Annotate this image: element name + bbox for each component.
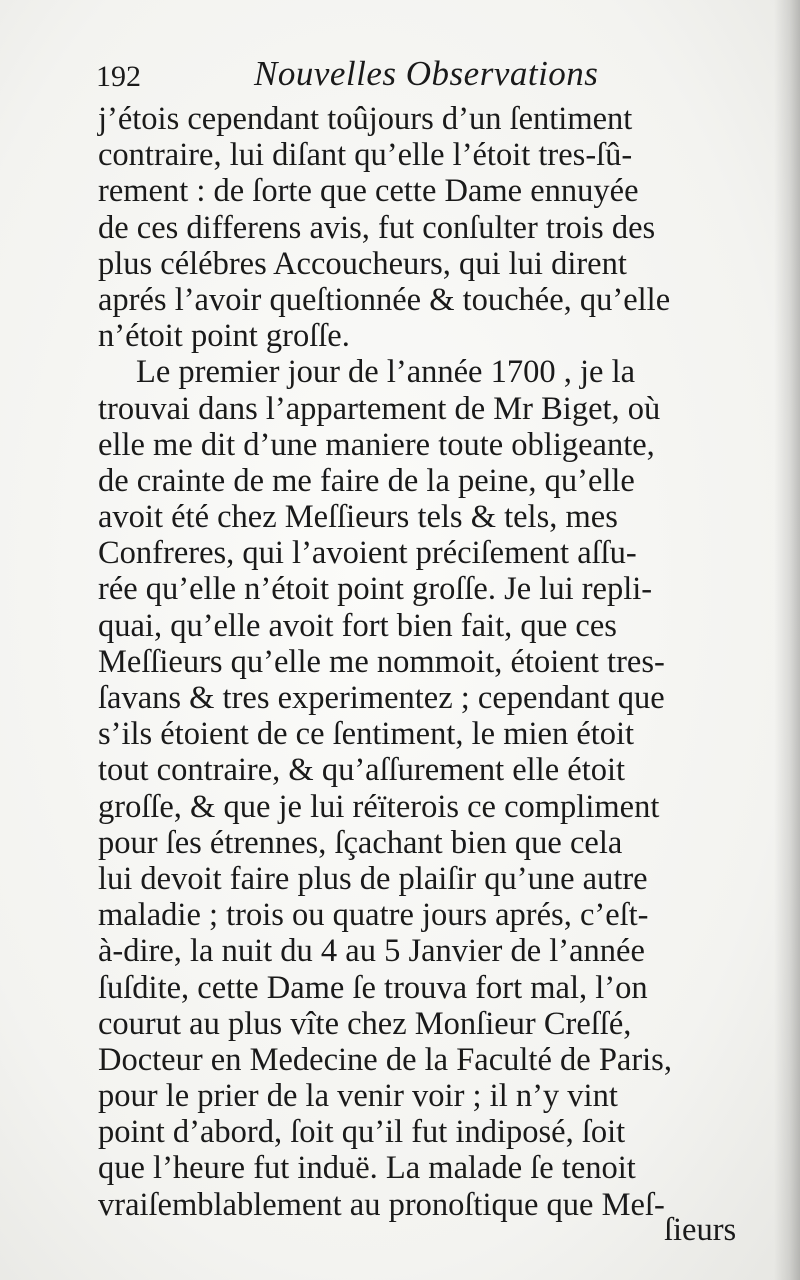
- text-line: que l’heure fut induë. La malade ſe tenoit: [98, 1150, 636, 1187]
- text-line: ſavans & tres experimentez ; cependant que: [98, 680, 665, 716]
- text-line: aprés l’avoir queſtionnée & touchée, qu’elle: [98, 281, 671, 318]
- text-line: avoit été chez Meſſieurs tels & tels, mes: [98, 499, 618, 536]
- text-line: Docteur en Medecine de la Faculté de Paris,: [98, 1041, 672, 1078]
- text-line: de crainte de me faire de la peine, qu’elle: [98, 462, 635, 499]
- text-line: plus célébres Accoucheurs, qui lui dirent: [98, 245, 627, 282]
- body-text: [98, 101, 758, 1223]
- page-edge-shadow: [774, 0, 800, 1280]
- text-line: Meſſieurs qu’elle me nommoit, étoient tres-: [98, 643, 665, 680]
- text-line: elle me dit d’une maniere toute obligeante,: [98, 426, 655, 463]
- catchword: ſieurs: [664, 1212, 737, 1248]
- text-line: groſſe, & que je lui réïterois ce compliment: [98, 788, 660, 825]
- page-header: [96, 52, 616, 102]
- text-line: trouvai dans l’appartement de Mr Biget, où: [98, 390, 661, 427]
- text-line: j’étois cependant toûjours d’un ſentiment: [98, 101, 633, 137]
- text-line: quai, qu’elle avoit fort bien fait, que ces: [98, 607, 617, 644]
- page-number: 192: [96, 60, 141, 93]
- text-line: vraiſemblablement au pronoſtique que Meſ-: [98, 1186, 665, 1223]
- text-line: contraire, lui diſant qu’elle l’étoit tres-ſû-: [98, 137, 633, 174]
- text-line: s’ils étoient de ce ſentiment, le mien étoit: [98, 716, 635, 753]
- text-line: maladie ; trois ou quatre jours aprés, c’eſt-: [98, 897, 649, 934]
- text-line: n’étoit point groſſe.: [98, 318, 350, 355]
- text-line: courut au plus vîte chez Monſieur Creſſé,: [98, 1005, 632, 1042]
- text-line: pour ſes étrennes, ſçachant bien que cela: [98, 824, 623, 861]
- text-line: rée qu’elle n’étoit point groſſe. Je lui repli-: [98, 571, 653, 608]
- text-line: Confreres, qui l’avoient préciſement aſſu-: [98, 535, 637, 572]
- paragraph-first-line: Le premier jour de l’année 1700 , je la: [136, 354, 636, 391]
- text-line: pour le prier de la venir voir ; il n’y vint: [98, 1078, 618, 1115]
- text-line: point d’abord, ſoit qu’il fut indiposé, ſoit: [98, 1114, 626, 1151]
- text-line: lui devoit faire plus de plaiſir qu’une autre: [98, 860, 648, 897]
- text-line: rement : de ſorte que cette Dame ennuyée: [98, 173, 639, 210]
- text-line: ſuſdite, cette Dame ſe trouva fort mal, l’on: [98, 969, 648, 1006]
- text-line: de ces differens avis, fut conſulter trois des: [98, 209, 656, 246]
- running-title: Nouvelles Observations: [254, 54, 599, 93]
- text-line: tout contraire, & qu’aſſurement elle étoit: [98, 752, 626, 789]
- text-line: à-dire, la nuit du 4 au 5 Janvier de l’année: [98, 933, 645, 970]
